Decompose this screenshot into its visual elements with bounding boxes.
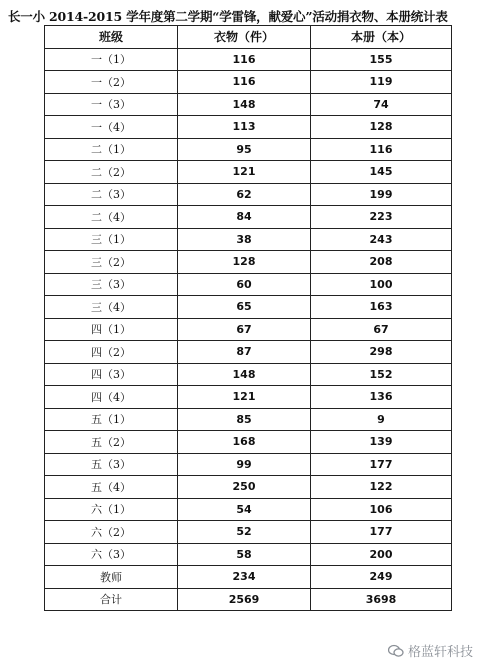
clothes-cell: 168 bbox=[178, 431, 311, 454]
table-row bbox=[45, 183, 452, 206]
class-cell: 三（4） bbox=[45, 296, 178, 319]
chat-bubble-icon bbox=[388, 644, 404, 658]
books-cell: 119 bbox=[311, 71, 452, 94]
table-row bbox=[45, 273, 452, 296]
table-row bbox=[45, 408, 452, 431]
books-cell: 200 bbox=[311, 543, 452, 566]
books-cell: 106 bbox=[311, 498, 452, 521]
books-cell: 249 bbox=[311, 566, 452, 589]
table-row bbox=[45, 588, 452, 611]
books-cell: 116 bbox=[311, 138, 452, 161]
header-books: 本册（本） bbox=[311, 26, 452, 49]
class-cell: 二（2） bbox=[45, 161, 178, 184]
header-clothes: 衣物（件） bbox=[178, 26, 311, 49]
class-cell: 三（2） bbox=[45, 251, 178, 274]
clothes-cell: 38 bbox=[178, 228, 311, 251]
books-cell: 67 bbox=[311, 318, 452, 341]
table-header-row bbox=[45, 26, 452, 49]
table-row bbox=[45, 498, 452, 521]
table-row bbox=[45, 116, 452, 139]
clothes-cell: 95 bbox=[178, 138, 311, 161]
class-cell: 二（3） bbox=[45, 183, 178, 206]
clothes-cell: 65 bbox=[178, 296, 311, 319]
class-cell: 三（1） bbox=[45, 228, 178, 251]
clothes-cell: 121 bbox=[178, 161, 311, 184]
clothes-cell: 128 bbox=[178, 251, 311, 274]
watermark bbox=[388, 641, 473, 660]
table-row bbox=[45, 161, 452, 184]
class-cell: 合计 bbox=[45, 588, 178, 611]
table-row bbox=[45, 228, 452, 251]
books-cell: 199 bbox=[311, 183, 452, 206]
class-cell: 五（2） bbox=[45, 431, 178, 454]
class-cell: 四（3） bbox=[45, 363, 178, 386]
class-cell: 一（2） bbox=[45, 71, 178, 94]
clothes-cell: 116 bbox=[178, 71, 311, 94]
class-cell: 一（4） bbox=[45, 116, 178, 139]
class-cell: 教师 bbox=[45, 566, 178, 589]
table-row bbox=[45, 386, 452, 409]
class-cell: 四（4） bbox=[45, 386, 178, 409]
clothes-cell: 87 bbox=[178, 341, 311, 364]
clothes-cell: 67 bbox=[178, 318, 311, 341]
clothes-cell: 58 bbox=[178, 543, 311, 566]
books-cell: 3698 bbox=[311, 588, 452, 611]
clothes-cell: 113 bbox=[178, 116, 311, 139]
clothes-cell: 2569 bbox=[178, 588, 311, 611]
table-row bbox=[45, 251, 452, 274]
books-cell: 243 bbox=[311, 228, 452, 251]
books-cell: 163 bbox=[311, 296, 452, 319]
class-cell: 六（1） bbox=[45, 498, 178, 521]
clothes-cell: 85 bbox=[178, 408, 311, 431]
page-title: 长一小 2014-2015 学年度第二学期“学雷锋，献爱心”活动捐衣物、本册统计表 bbox=[8, 9, 448, 24]
clothes-cell: 60 bbox=[178, 273, 311, 296]
books-cell: 145 bbox=[311, 161, 452, 184]
class-cell: 五（3） bbox=[45, 453, 178, 476]
books-cell: 9 bbox=[311, 408, 452, 431]
table-row bbox=[45, 296, 452, 319]
table-row bbox=[45, 566, 452, 589]
table-row bbox=[45, 318, 452, 341]
clothes-cell: 234 bbox=[178, 566, 311, 589]
table-row bbox=[45, 206, 452, 229]
table-row bbox=[45, 341, 452, 364]
class-cell: 二（4） bbox=[45, 206, 178, 229]
class-cell: 五（1） bbox=[45, 408, 178, 431]
clothes-cell: 121 bbox=[178, 386, 311, 409]
table-row bbox=[45, 138, 452, 161]
clothes-cell: 116 bbox=[178, 48, 311, 71]
table-row bbox=[45, 521, 452, 544]
clothes-cell: 84 bbox=[178, 206, 311, 229]
books-cell: 139 bbox=[311, 431, 452, 454]
table-row bbox=[45, 476, 452, 499]
table-row bbox=[45, 363, 452, 386]
table-row bbox=[45, 431, 452, 454]
table-row bbox=[45, 71, 452, 94]
books-cell: 208 bbox=[311, 251, 452, 274]
class-cell: 六（3） bbox=[45, 543, 178, 566]
header-class: 班级 bbox=[45, 26, 178, 49]
clothes-cell: 62 bbox=[178, 183, 311, 206]
books-cell: 100 bbox=[311, 273, 452, 296]
table-row bbox=[45, 48, 452, 71]
clothes-cell: 250 bbox=[178, 476, 311, 499]
statistics-table bbox=[44, 25, 452, 611]
class-cell: 五（4） bbox=[45, 476, 178, 499]
books-cell: 122 bbox=[311, 476, 452, 499]
class-cell: 六（2） bbox=[45, 521, 178, 544]
class-cell: 四（1） bbox=[45, 318, 178, 341]
books-cell: 223 bbox=[311, 206, 452, 229]
clothes-cell: 52 bbox=[178, 521, 311, 544]
books-cell: 136 bbox=[311, 386, 452, 409]
clothes-cell: 148 bbox=[178, 363, 311, 386]
table-row bbox=[45, 93, 452, 116]
clothes-cell: 148 bbox=[178, 93, 311, 116]
books-cell: 298 bbox=[311, 341, 452, 364]
books-cell: 128 bbox=[311, 116, 452, 139]
books-cell: 155 bbox=[311, 48, 452, 71]
table-row bbox=[45, 543, 452, 566]
books-cell: 152 bbox=[311, 363, 452, 386]
clothes-cell: 99 bbox=[178, 453, 311, 476]
class-cell: 三（3） bbox=[45, 273, 178, 296]
class-cell: 一（1） bbox=[45, 48, 178, 71]
books-cell: 74 bbox=[311, 93, 452, 116]
books-cell: 177 bbox=[311, 453, 452, 476]
clothes-cell: 54 bbox=[178, 498, 311, 521]
watermark-text: 格蓝轩科技 bbox=[407, 645, 473, 660]
class-cell: 四（2） bbox=[45, 341, 178, 364]
class-cell: 一（3） bbox=[45, 93, 178, 116]
books-cell: 177 bbox=[311, 521, 452, 544]
class-cell: 二（1） bbox=[45, 138, 178, 161]
table-row bbox=[45, 453, 452, 476]
